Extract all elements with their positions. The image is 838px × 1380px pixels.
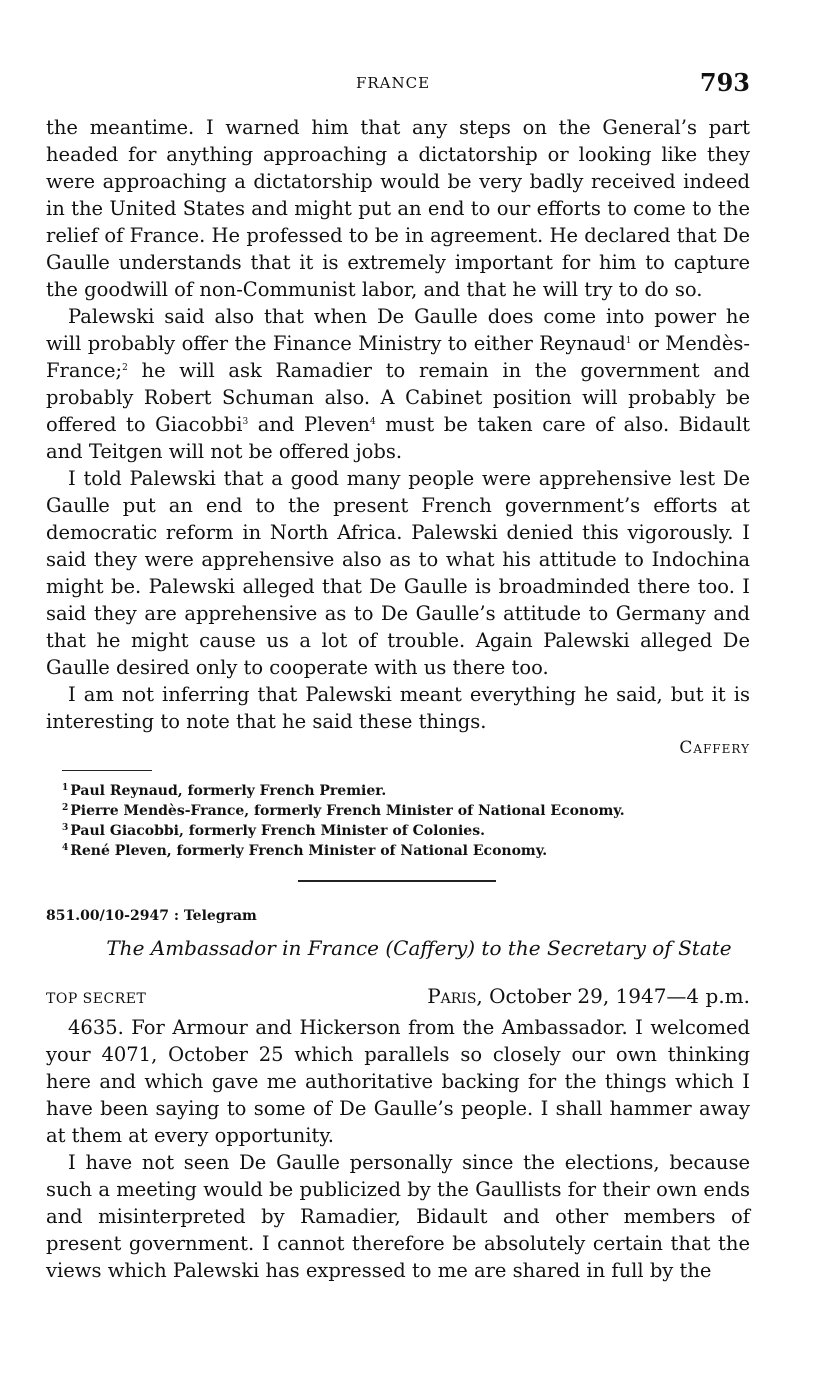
footnote-text: Paul Giacobbi, formerly French Minister of Colonies. [70, 823, 485, 839]
paragraph-2-part-e: must be taken care of also. Bidault and Teitgen will not be offered jobs. [46, 413, 750, 463]
footnote-ref-1: 1 [625, 336, 632, 346]
paragraph-2 [46, 303, 750, 465]
footnote-number: 3 [62, 823, 69, 833]
footnote-number: 1 [62, 783, 69, 793]
document-title: The Ambassador in France (Caffery) to the Secretary of State [106, 936, 732, 960]
telegram-body [46, 1014, 750, 1284]
footnote-1 [62, 780, 752, 800]
file-reference: 851.00/10-2947 : Telegram [46, 908, 257, 924]
page-number: 793 [699, 68, 750, 97]
telegram-paragraph-1: 4635. For Armour and Hickerson from the Ambassador. I welcomed your 4071, October 25 which parallels so closely our own thinking here and which gave me authoritative backing for the things which I have been saying to some of De Gaulle’s people. I shall hammer away at them at every opportunity. [46, 1016, 750, 1147]
paragraph-1: the meantime. I warned him that any steps on the General’s part headed for anything approaching a dictatorship or looking like they were approaching a dictatorship would be very badly received indeed in the United States and might put an end to our efforts to come to the relief of France. He professed to be in agreement. He declared that De Gaulle understands that it is extremely important for him to capture the goodwill of non-Communist labor, and that he will try to do so. [46, 116, 750, 301]
section-divider [298, 880, 496, 882]
footnote-2 [62, 800, 752, 820]
dateline-date: October 29, 1947—4 p.m. [482, 984, 750, 1008]
paragraph-3: I told Palewski that a good many people were apprehensive lest De Gaulle put an end to the present French government’s efforts at democratic reform in North Africa. Palewski denied this vigorously. I said they were apprehensive also as to what his attitude to Indochina might be. Palewski alleged that De Gaulle is broadminded there too. I said they are apprehensive as to De Gaulle’s attitude to Germany and that he might cause us a lot of trouble. Again Palewski alleged De Gaulle desired only to cooperate with us there too. [46, 467, 750, 679]
paragraph-2-part-b: or Mendès-France; [46, 332, 750, 382]
footnote-4 [62, 840, 752, 860]
footnote-ref-4: 4 [369, 417, 376, 427]
footnote-3 [62, 820, 752, 840]
telegram-paragraph-2: I have not seen De Gaulle personally since the elections, because such a meeting would be publicized by the Gaullists for their own ends and misinterpreted by Ramadier, Bidault and other members of present government. I cannot therefore be absolutely certain that the views which Palewski has expressed to me are shared in full by the [46, 1151, 750, 1282]
paragraph-2-part-d: and Pleven [248, 413, 370, 436]
dateline [427, 984, 750, 1008]
footnotes [62, 780, 752, 860]
running-header: FRANCE [355, 74, 431, 92]
footnote-text: Paul Reynaud, formerly French Premier. [70, 783, 387, 799]
footnote-ref-2: 2 [122, 363, 128, 373]
classification-label: TOP SECRET [46, 991, 147, 1007]
footnote-ref-3: 3 [242, 417, 249, 427]
dateline-city: Paris, [427, 984, 483, 1008]
paragraph-2-part-c: he will ask Ramadier to remain in the government and probably Robert Schuman also. A Cabinet position will probably be offered to Giacobbi [46, 359, 750, 436]
footnote-number: 2 [62, 803, 69, 813]
footnote-number: 4 [62, 843, 69, 853]
footnote-divider [62, 770, 152, 771]
paragraph-4: I am not inferring that Palewski meant everything he said, but it is interesting to note that he said these things. [46, 683, 750, 733]
footnote-text: Pierre Mendès-France, formerly French Minister of National Economy. [70, 803, 625, 819]
paragraph-2-part-a: Palewski said also that when De Gaulle does come into power he will probably offer the Finance Ministry to either Reynaud [46, 305, 750, 355]
footnote-text: René Pleven, formerly French Minister of National Economy. [70, 843, 548, 859]
letter-body [46, 114, 750, 735]
signature: Caffery [679, 738, 750, 758]
